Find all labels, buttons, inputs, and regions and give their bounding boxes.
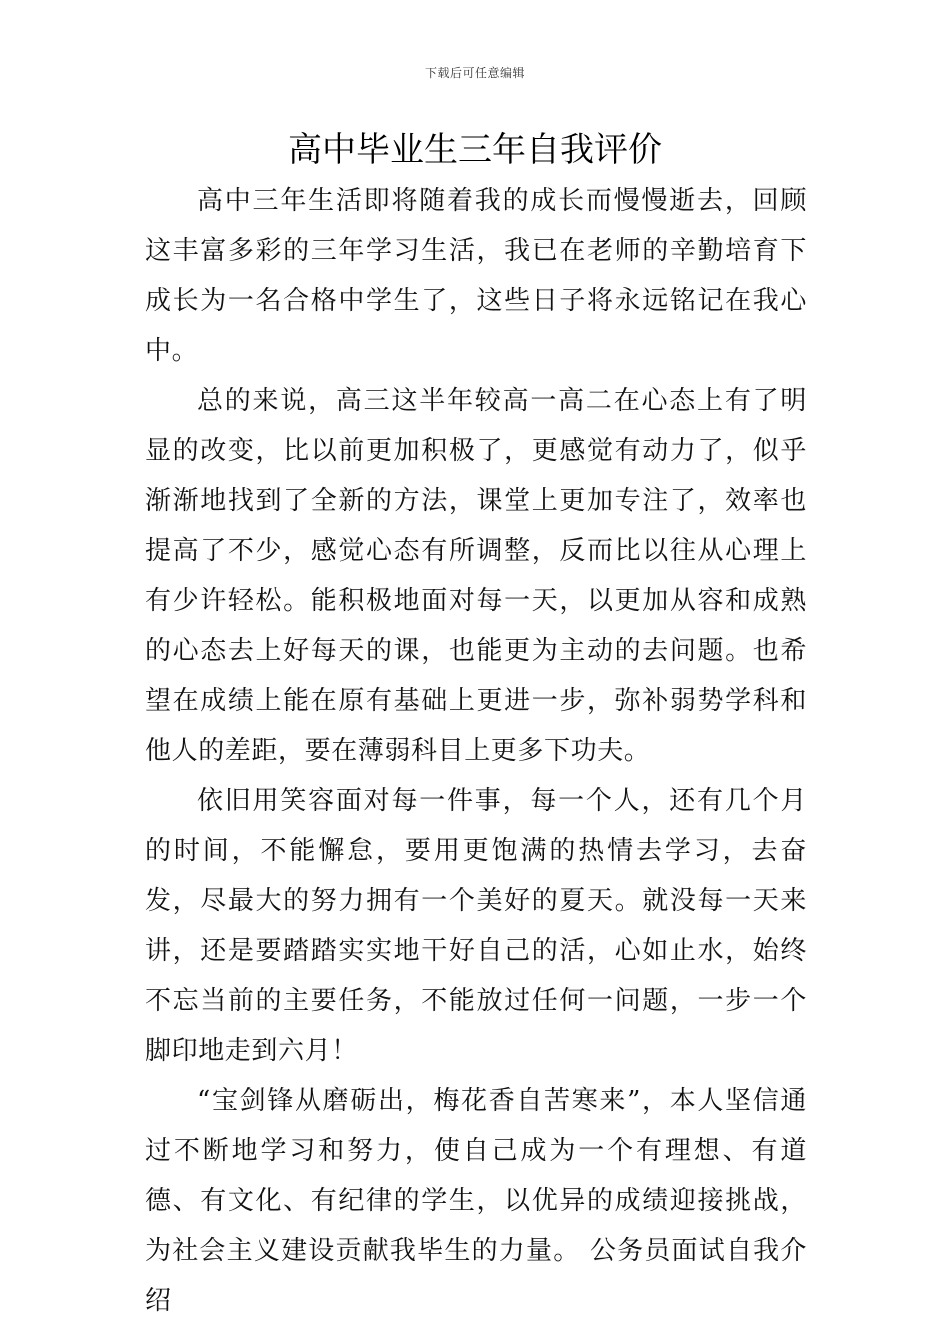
paragraph-2: 总的来说，高三这半年较高一高二在心态上有了明显的改变，比以前更加积极了，更感觉有动力了，似乎渐渐地找到了全新的方法，课堂上更加专注了，效率也提高了不少，感觉心态有所调整，反而比以往从心理上有少许轻松。能积极地面对每一天，以更加从容和成熟的心态去上好每天的课，也能更为主动的去问题。也希望在成绩上能在原有基础上更进一步，弥补弱势学科和他人的差距，要在薄弱科目上更多下功夫。 <box>145 386 807 766</box>
document-body <box>145 176 807 1326</box>
paragraph-1: 高中三年生活即将随着我的成长而慢慢逝去，回顾这丰富多彩的三年学习生活，我已在老师的辛勤培育下成长为一名合格中学生了，这些日子将永远铭记在我心中。 <box>145 186 807 366</box>
document-title: 高中毕业生三年自我评价 <box>288 130 662 170</box>
paragraph-4: “宝剑锋从磨砺出，梅花香自苦寒来”，本人坚信通过不断地学习和努力，使自己成为一个有理想、有道德、有文化、有纪律的学生，以优异的成绩迎接挑战，为社会主义建设贡献我毕生的力量。 公务员面试自我介绍 <box>145 1086 807 1316</box>
header-note: 下载后可任意编辑 <box>424 66 525 80</box>
paragraph-3: 依旧用笑容面对每一件事，每一个人，还有几个月的时间，不能懈怠，要用更饱满的热情去学习，去奋发，尽最大的努力拥有一个美好的夏天。就没每一天来讲，还是要踏踏实实地干好自己的活，心如止水，始终不忘当前的主要任务，不能放过任何一问题，一步一个脚印地走到六月！ <box>145 786 807 1066</box>
